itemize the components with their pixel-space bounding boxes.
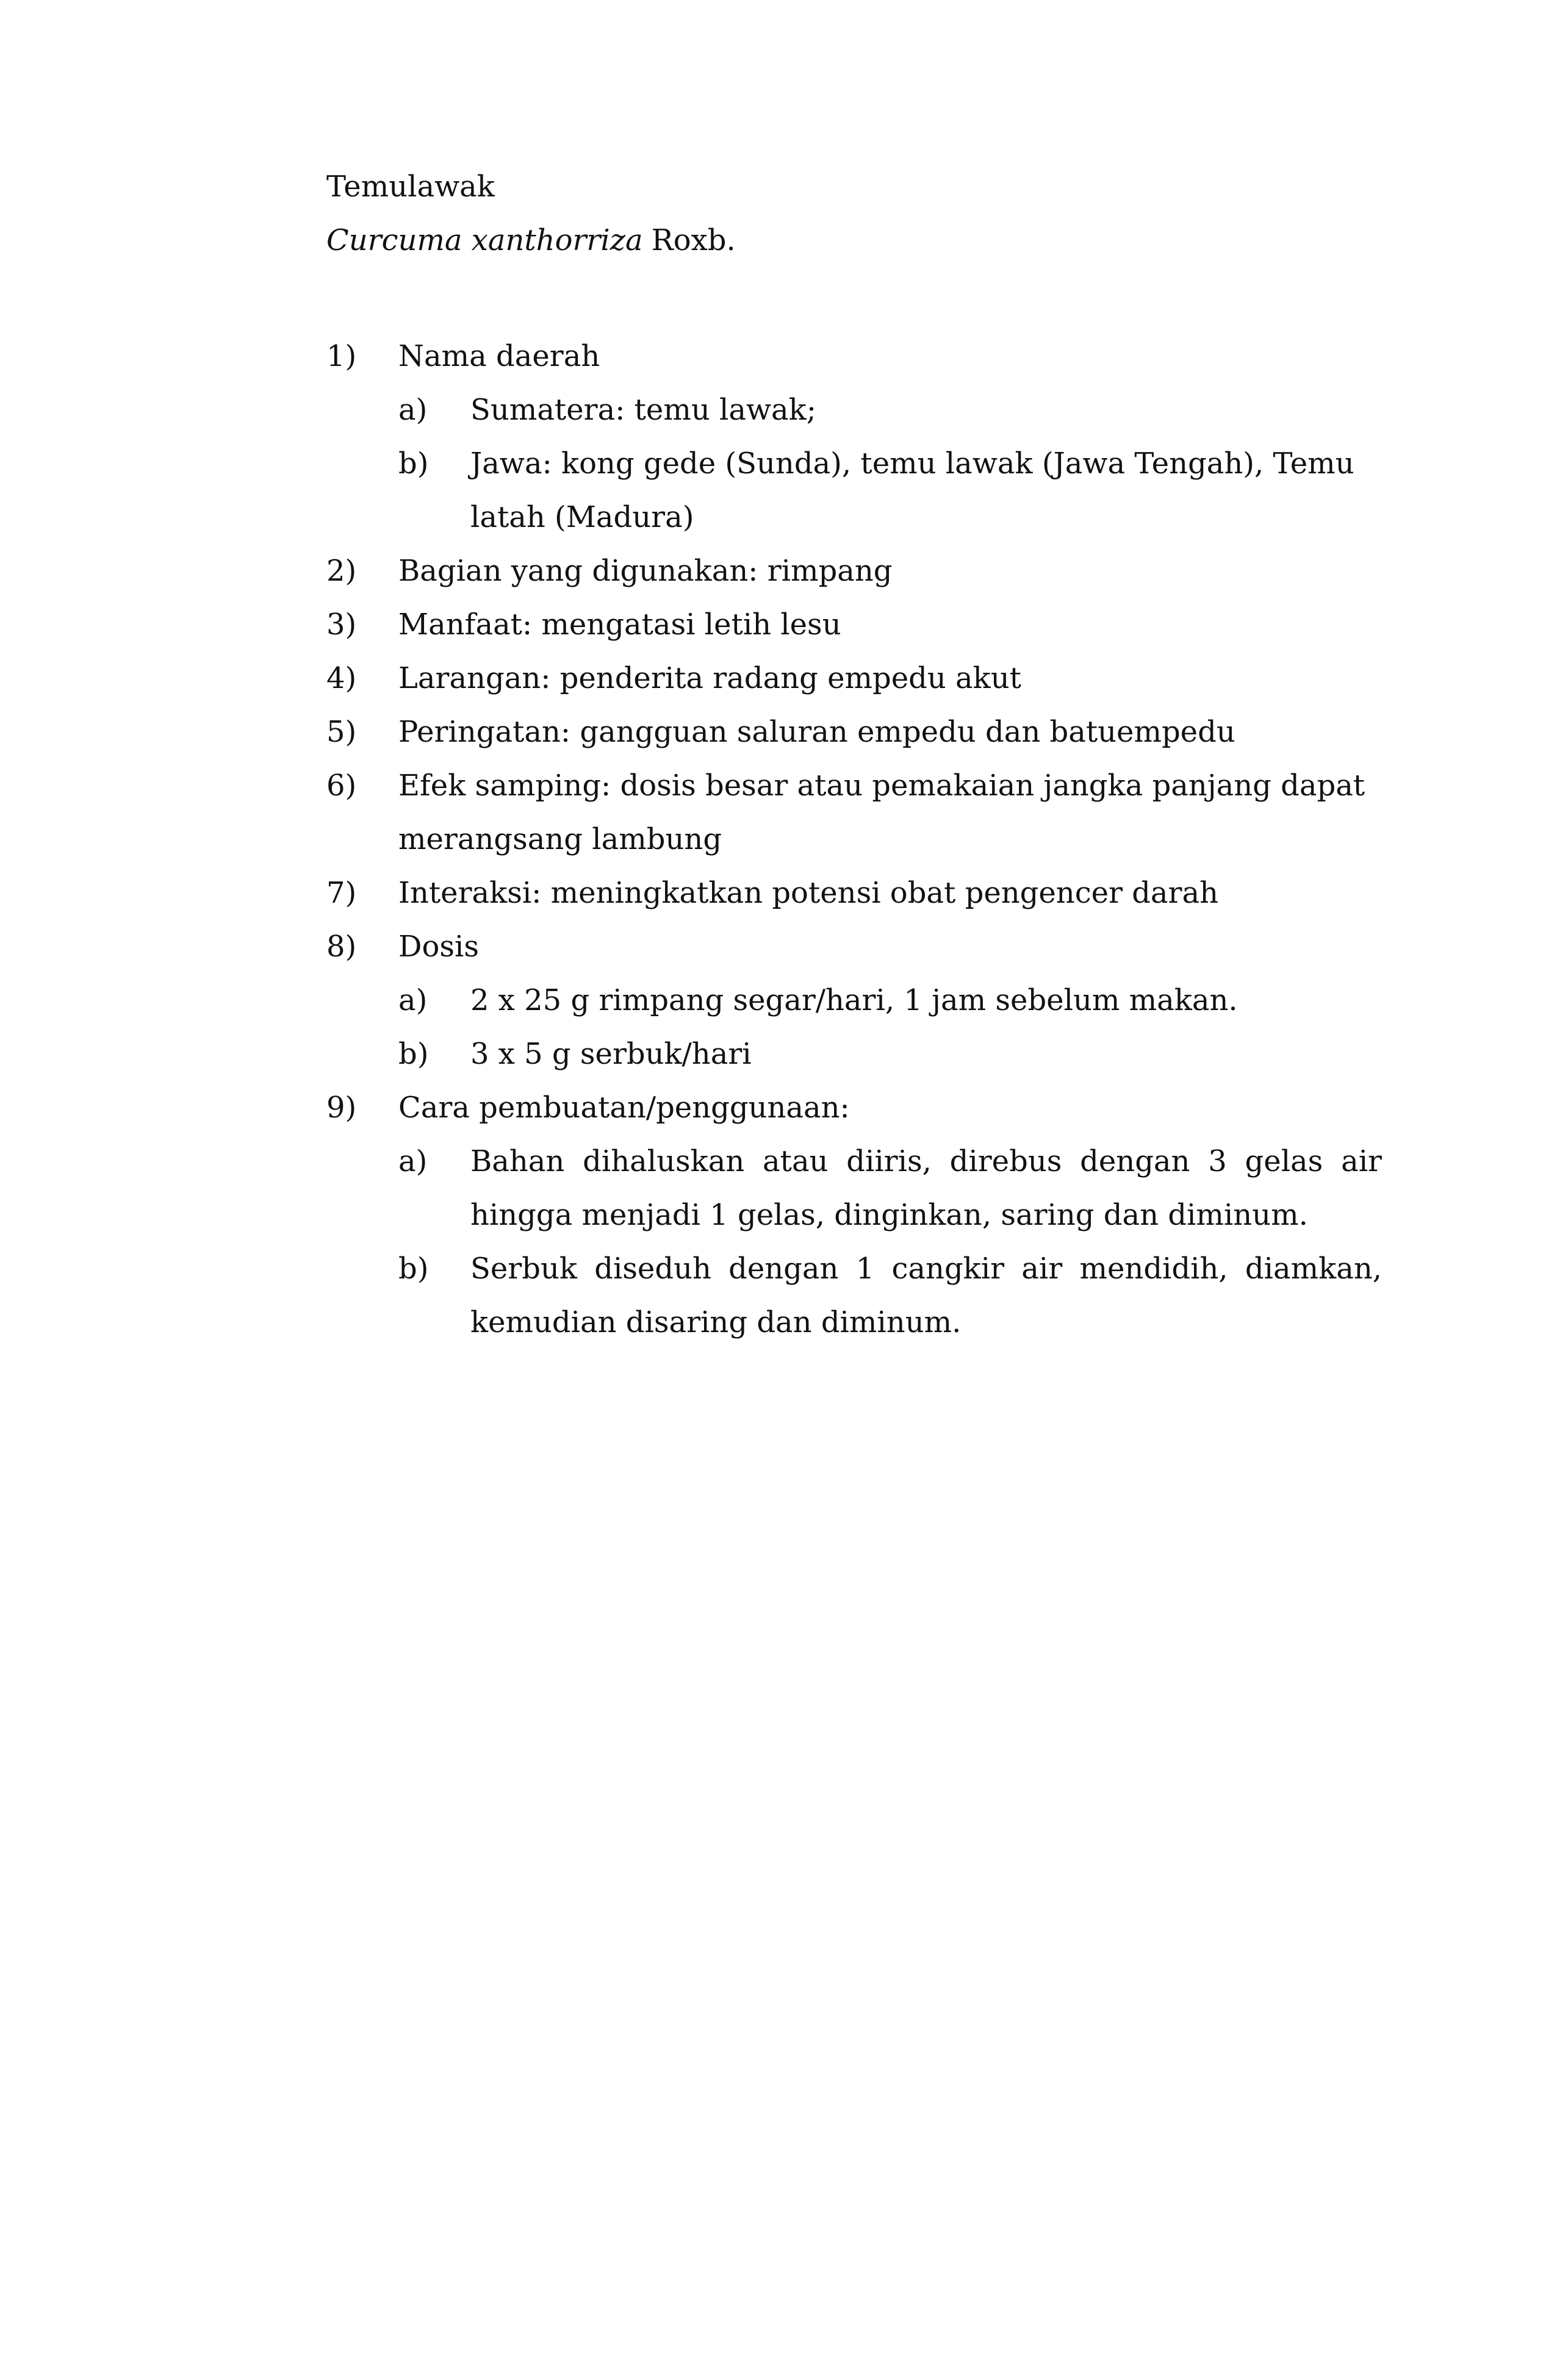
item-text: Dosis [398,930,479,964]
monograph-list [326,329,1382,1349]
item-number: 8) [326,930,357,964]
scientific-name [326,213,1382,267]
sub-item-label: b) [398,446,429,481]
sub-item [398,973,1382,1027]
sub-item-text: 3 x 5 g serbuk/hari [470,1037,752,1071]
item-text: Peringatan: gangguan saluran empedu dan batuempedu [398,715,1235,749]
list-item [326,329,1382,544]
item-number: 1) [326,339,357,373]
document-title: Temulawak [326,170,495,204]
sub-item-text: Bahan dihaluskan atau diiris, direbus dengan 3 gelas air hingga menjadi 1 gelas, dinginkan, saring dan diminum. [470,1144,1382,1232]
item-number: 2) [326,554,357,588]
sub-item [398,1242,1382,1349]
sub-item [398,1134,1382,1242]
sub-item-text: Sumatera: temu lawak; [470,393,816,427]
item-text: Interaksi: meningkatkan potensi obat pengencer darah [398,876,1218,910]
item-number: 3) [326,608,357,642]
sub-item-label: a) [398,1144,428,1178]
item-text: Efek samping: dosis besar atau pemakaian jangka panjang dapat merangsang lambung [398,769,1365,856]
list-item [326,866,1382,920]
sub-item-label: b) [398,1037,429,1071]
sub-item-label: a) [398,393,428,427]
item-number: 5) [326,715,357,749]
sub-item-text: Serbuk diseduh dengan 1 cangkir air mendidih, diamkan, kemudian disaring dan diminum. [470,1252,1382,1339]
item-text: Nama daerah [398,339,600,373]
list-item [326,651,1382,705]
scientific-name-author: Roxb. [651,223,736,257]
sub-item-text: Jawa: kong gede (Sunda), temu lawak (Jawa Tengah), Temu latah (Madura) [470,446,1354,534]
sub-item-label: a) [398,983,428,1017]
document-content [326,160,1382,1349]
list-item [326,705,1382,759]
sub-item [398,383,1382,437]
list-item [326,920,1382,1081]
item-text: Bagian yang digunakan: rimpang [398,554,893,588]
list-item [326,598,1382,651]
item-number: 4) [326,661,357,695]
list-item [326,1081,1382,1349]
item-number: 6) [326,769,357,803]
item-number: 9) [326,1091,357,1125]
list-item [326,759,1382,866]
item-number: 7) [326,876,357,910]
sub-item-label: b) [398,1252,429,1286]
sub-item [398,1027,1382,1081]
item-text: Larangan: penderita radang empedu akut [398,661,1021,695]
scientific-name-binomial: Curcuma xanthorriza [326,223,643,257]
item-text: Cara pembuatan/penggunaan: [398,1091,850,1125]
sub-item [398,437,1382,544]
sub-item-text: 2 x 25 g rimpang segar/hari, 1 jam sebelum makan. [470,983,1238,1017]
item-text: Manfaat: mengatasi letih lesu [398,608,841,642]
list-item [326,544,1382,598]
